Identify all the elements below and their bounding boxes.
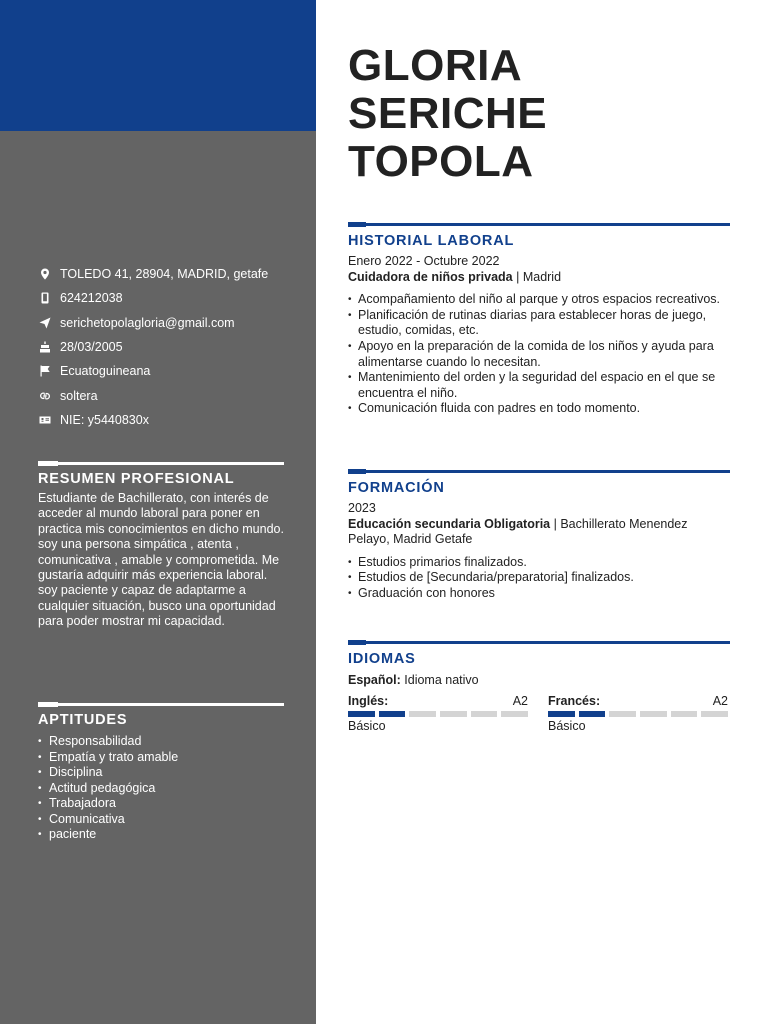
language-level-code: A2	[512, 693, 528, 708]
location-pin-icon	[38, 268, 51, 281]
skills-heading: APTITUDES	[38, 712, 128, 728]
section-divider	[348, 223, 730, 226]
contact-birthdate-text: 28/03/2005	[60, 340, 123, 355]
languages-section	[348, 641, 730, 733]
level-segment	[609, 711, 636, 717]
work-title-line	[348, 270, 730, 286]
education-list	[348, 555, 730, 602]
list-item: • Estudios primarios finalizados.	[348, 555, 730, 571]
level-segment	[579, 711, 606, 717]
language-french	[548, 694, 728, 733]
phone-icon	[38, 292, 51, 305]
contact-id	[38, 408, 288, 432]
level-segment	[348, 711, 375, 717]
level-segment	[501, 711, 528, 717]
language-level-label: Básico	[348, 718, 386, 733]
list-item: • Comunicativa	[38, 812, 284, 828]
work-heading: HISTORIAL LABORAL	[348, 233, 515, 249]
contact-marital-status	[38, 383, 288, 407]
contact-email	[38, 311, 288, 335]
skills-section	[38, 703, 284, 843]
education-heading: FORMACIÓN	[348, 480, 445, 496]
contact-phone	[38, 286, 288, 310]
contact-phone-text: 624212038	[60, 291, 123, 306]
language-level-label: Básico	[548, 718, 586, 733]
contact-id-text: NIE: y5440830x	[60, 412, 149, 427]
language-name: Francés:	[548, 693, 601, 708]
native-language-name: Español:	[348, 673, 401, 687]
flag-icon	[38, 365, 51, 378]
native-language-value: Idioma nativo	[404, 673, 479, 687]
section-divider	[38, 703, 284, 706]
summary-section	[38, 462, 284, 630]
work-section	[348, 223, 730, 417]
contact-email-text: serichetopolagloria@gmail.com	[60, 315, 235, 330]
list-item: • Comunicación fluida con padres en todo momento.	[348, 401, 730, 417]
work-location: | Madrid	[516, 269, 562, 284]
summary-heading: RESUMEN PROFESIONAL	[38, 471, 235, 487]
candidate-name	[348, 42, 547, 186]
education-title: Educación secundaria Obligatoria	[348, 516, 551, 531]
contact-birthdate	[38, 335, 288, 359]
contact-marital-status-text: soltera	[60, 388, 98, 403]
language-english	[348, 694, 528, 733]
list-item: • Disciplina	[38, 765, 284, 781]
level-segment	[701, 711, 728, 717]
section-divider	[348, 470, 730, 473]
level-segment	[379, 711, 406, 717]
level-segment	[409, 711, 436, 717]
language-level-bar	[348, 711, 528, 717]
rings-icon	[38, 389, 51, 402]
work-duties-list	[348, 292, 730, 417]
contact-list	[38, 262, 288, 432]
birthday-cake-icon	[38, 341, 51, 354]
language-level-code: A2	[712, 693, 728, 708]
languages-heading: IDIOMAS	[348, 651, 416, 667]
summary-text: Estudiante de Bachillerato, con interés de acceder al mundo laboral para poner en practica mis conocimientos en dicho mundo. soy una persona simpática , atenta , comunicativa , amable y comprometida. Me gustaría adquirir más experiencia laboral. soy paciente y capaz de adaptarme a cualquier situación, busco una oportunidad para poder mostrar mi capacidad.	[38, 491, 284, 629]
send-icon	[38, 316, 51, 329]
level-segment	[471, 711, 498, 717]
level-segment	[440, 711, 467, 717]
contact-nationality	[38, 359, 288, 383]
work-title: Cuidadora de niños privada	[348, 269, 513, 284]
sidebar-header-block	[0, 0, 316, 131]
list-item: • Empatía y trato amable	[38, 750, 284, 766]
section-divider	[348, 641, 730, 644]
contact-address	[38, 262, 288, 286]
list-item: • Responsabilidad	[38, 734, 284, 750]
name-line: SERICHE	[348, 89, 548, 138]
education-year: 2023	[348, 501, 376, 515]
list-item: • Planificación de rutinas diarias para establecer horas de juego, estudio, comidas, etc.	[348, 308, 730, 339]
name-line: GLORIA	[348, 41, 523, 90]
list-item: • Acompañamiento del niño al parque y otros espacios recreativos.	[348, 292, 730, 308]
education-section	[348, 470, 730, 602]
contact-nationality-text: Ecuatoguineana	[60, 364, 151, 379]
list-item: • Graduación con honores	[348, 586, 730, 602]
level-segment	[548, 711, 575, 717]
list-item: • Apoyo en la preparación de la comida de los niños y ayuda para alimentarse cuando lo necesitan.	[348, 339, 730, 370]
id-card-icon	[38, 413, 51, 426]
list-item: • Estudios de [Secundaria/preparatoria] finalizados.	[348, 570, 730, 586]
language-grid	[348, 694, 730, 733]
language-level-bar	[548, 711, 728, 717]
contact-address-text: TOLEDO 41, 28904, MADRID, getafe	[60, 267, 269, 282]
level-segment	[671, 711, 698, 717]
name-line: TOPOLA	[348, 137, 534, 186]
level-segment	[640, 711, 667, 717]
list-item: • Mantenimiento del orden y la seguridad del espacio en el que se encuentra el niño.	[348, 370, 730, 401]
list-item: • Actitud pedagógica	[38, 781, 284, 797]
section-divider	[38, 462, 284, 465]
education-detail: | Bachillerato Menendez Pelayo, Madrid Getafe	[348, 516, 688, 547]
list-item: • paciente	[38, 827, 284, 843]
education-title-line	[348, 517, 730, 548]
native-language	[348, 673, 730, 689]
work-dates: Enero 2022 - Octubre 2022	[348, 254, 500, 268]
list-item: • Trabajadora	[38, 796, 284, 812]
skills-list	[38, 734, 284, 843]
language-name: Inglés:	[348, 693, 389, 708]
